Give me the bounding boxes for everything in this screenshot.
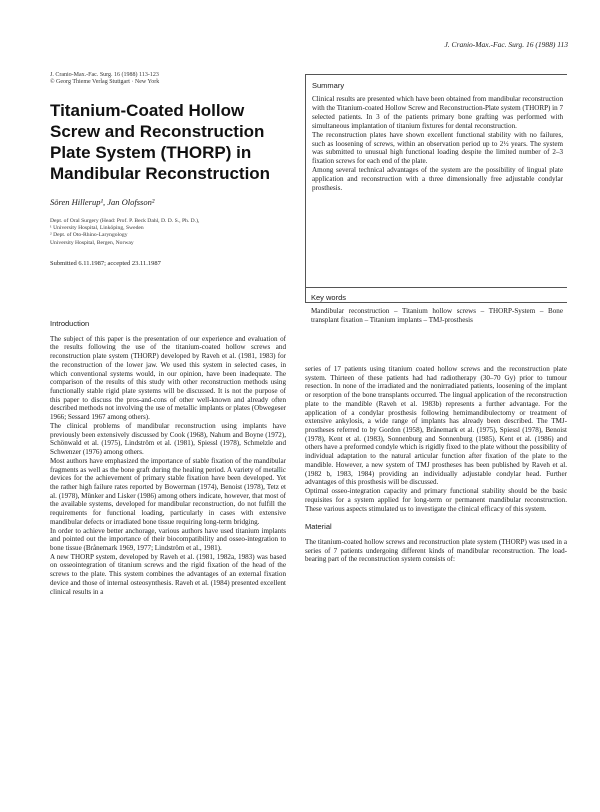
affiliations	[50, 218, 280, 247]
affiliation-line: Dept. of Oral Surgery (Head: Prof. P. Beck Dahl, D. D. S., Ph. D.),	[50, 218, 200, 224]
journal-citation: J. Cranio-Max.-Fac. Surg. 16 (1988) 113-123	[50, 72, 159, 78]
body-paragraph: series of 17 patients using titanium coated hollow screws and the reconstruction plate system. Thirteen of these patients had had radiotherapy (30–70 Gy) prior to tumour resection. In none of the irradiated and the nonirradiated patients, loosening of the implant or resorption of the bone transplants occurred. The lingual application of the reconstruction plate to the mandible (Raveh et al. 1983b) represents a further advantage. For the application of a condylar prosthesis following hemimandibulectomy or treatment of extensive ankylosis, a wide range of implants has already been described. The TMJ-prostheses referred to by Gordon (1958), Brånemark et al. (1975), Spiessl (1978), Benoist (1978), Kent et al. (1983), Sonnenburg and Sonnenburg (1985), Kent et al. (1986) and others have a preformed condyle which is rigidly fixed to the plate without the possibility of individual adaptation to the natural articular function after fixation of the plate to the mandible. However, a new system of TMJ prostheses has been published by Raveh et al. (1982 b, 1983, 1984) providing an individually adjustable condylar head. Further advantages of this prosthesis will be discussed.	[305, 365, 567, 487]
copyright-line: © Georg Thieme Verlag Stuttgart · New York	[50, 79, 160, 85]
body-paragraph: Optimal osseo-integration capacity and primary functional stability should be the basic requisites for a system applied for long-term or permanent mandibular reconstruction. These various aspects stimulated us to investigate the clinical efficacy of this system.	[305, 487, 567, 513]
affiliation-line: ¹ University Hospital, Linköping, Sweden	[50, 225, 144, 232]
body-column-right	[305, 365, 567, 564]
affiliation-line: ² Dept. of Oto-Rhino-Laryngology	[50, 232, 128, 239]
body-paragraph: The titanium-coated hollow screws and reconstruction plate system (THORP) was used in a series of 7 patients undergoing different kinds of mandibular reconstruction. The load-bearing part of the reconstruction system consists of:	[305, 537, 567, 564]
body-paragraph: In order to achieve better anchorage, various authors have used titanium implants and pointed out the importance of their biocompatibility and osseo-integration to bone tissue (Brånemark 1969, 1977; Lindström et al., 1981).	[50, 526, 286, 552]
summary-box	[305, 74, 567, 303]
body-paragraph: The subject of this paper is the presentation of our experience and evaluation of the results following the use of the titanium-coated hollow screws and reconstruction plate system (THORP) developed by Raveh et al. (1981, 1983) for the reconstruction of the lower jaw. We used this system in selected cases, in which conventional systems would, in our opinion, have been inadequate. The comparison of the results of this study with other reconstruction methods using functionally stable rigid plate systems will be discussed. It is not the purpose of this paper to discuss the pros-and-cons of other well-known and already often described methods not involving the use of metallic implants or plates (Obwegeser 1966; Sessard 1967 among others).	[50, 334, 286, 422]
summary-paragraph: The reconstruction plates have shown excellent functional stability with no failures, such as loosening of screws, within an observation period up to 2½ years. The system was submitted to unusual high functional loading despite the limited number of 2–3 fixation screws for each end of the plate.	[312, 130, 563, 166]
body-paragraph: A new THORP system, developed by Raveh et al. (1981, 1982a, 1983) was based on osseointegration of titanium screws and the rigid fixation of the head of the screws to the plate. This system combines the advantages of an external fixation device and those of internal osteosynthesis. Raveh et al. (1984) presented excellent clinical results in a	[50, 552, 286, 596]
summary-paragraph: Clinical results are presented which have been obtained from mandibular reconstruction with the Titanium-coated Hollow Screw and Reconstruction-Plate system (THORP) in 7 selected patients. In 3 of the patients primary bone grafting was performed with simultaneous implantation of titanium fixtures for dental reconstruction.	[312, 95, 564, 130]
affiliation-line: University Hospital, Bergen, Norway	[50, 239, 134, 246]
body-column-left	[50, 320, 286, 596]
running-head: J. Cranio-Max.-Fac. Surg. 16 (1988) 113	[444, 40, 568, 49]
body-paragraph: Most authors have emphasized the importance of stable fixation of the mandibular fragments as well as the bone graft during the healing period. A variety of metallic devices for the achievement of primary stable fixation have been developed. Yet the rather high failure rates reported by Bowerman (1974), Benoist (1978), Tetz et al. (1978), Münker and Lisker (1986) among others indicate, however, that most of the available systems, developed for mandibular reconstruction, do not fulfill the requirements for functional loading, particularly in cases with extensive mandibular defects or irradiated bone tissue requiring long-term bridging.	[50, 456, 286, 526]
keywords-text: Mandibular reconstruction – Titanium hollow screws – THORP-System – Bone transplant fixation – Titanium implants – TMJ-prosthesis	[311, 307, 563, 324]
keywords-box	[305, 287, 567, 347]
body-paragraph: The clinical problems of mandibular reconstruction using implants have previously been extensively discussed by Cook (1968), Nahum and Boyne (1972), Schönwald et al. (1975), Lindström et al. (1981), Spiessl (1978), Schmelzle and Schwenzer (1976) among others.	[50, 421, 286, 457]
summary-heading: Summary	[312, 81, 345, 90]
journal-info	[50, 72, 280, 86]
introduction-heading: Introduction	[50, 319, 90, 328]
keywords-heading: Key words	[311, 293, 347, 302]
material-heading: Material	[305, 522, 332, 532]
received-date: Submitted 6.11.1987; accepted 23.11.1987	[50, 260, 161, 267]
summary-paragraph: Among several technical advantages of the system are the possibility of lingual plate application and reconstruction with a three dimensionally free adjustable condylar prosthesis.	[312, 166, 563, 193]
article-title: Titanium-Coated Hollow Screw and Reconstruction Plate System (THORP) in Mandibular Reconstruction	[50, 101, 271, 183]
authors: Sören Hillerup¹, Jan Olofsson²	[50, 197, 155, 207]
